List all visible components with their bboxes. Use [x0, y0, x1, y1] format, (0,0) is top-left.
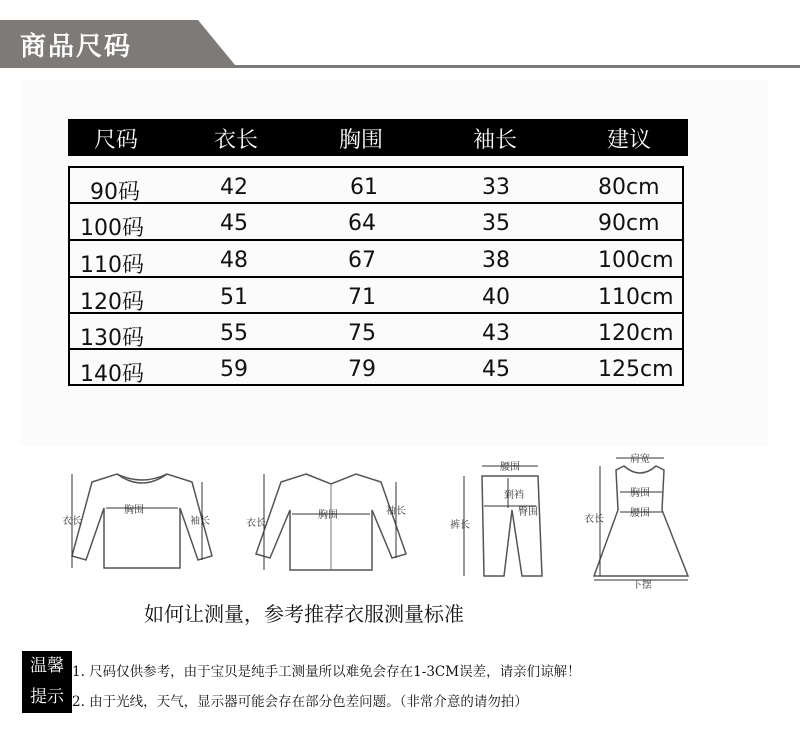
cell-suggest: 125cm	[598, 357, 674, 382]
banner-title: 商品尺码	[20, 32, 133, 62]
table-row	[68, 203, 684, 239]
table-row	[68, 167, 684, 203]
pants-waist-label: 腰围	[500, 462, 520, 473]
dress-length-label: 衣长	[584, 514, 604, 525]
cell-length: 59	[220, 357, 248, 382]
table-row	[68, 277, 684, 313]
table-row	[68, 240, 684, 276]
cell-sleeve: 45	[482, 357, 510, 382]
cell-length: 55	[220, 321, 248, 346]
cell-size: 100码	[80, 216, 144, 241]
tip-badge-line1: 温馨	[30, 656, 64, 676]
cell-chest: 64	[348, 211, 376, 236]
header-suggest: 建议	[606, 128, 652, 153]
dress-waist-label: 腰围	[630, 508, 650, 519]
cell-size: 140码	[80, 362, 144, 387]
measure-caption: 如何让测量，参考推荐衣服测量标准	[144, 602, 464, 626]
shirt-chest-label: 胸围	[318, 510, 338, 521]
pants-crotch-label: 到裆	[504, 490, 524, 501]
cell-size: 90码	[90, 180, 140, 205]
cell-suggest: 120cm	[598, 321, 674, 346]
cell-length: 51	[220, 285, 248, 310]
dress-shoulder-label: 肩宽	[630, 454, 650, 465]
cell-sleeve: 35	[482, 211, 510, 236]
cell-length: 42	[220, 175, 248, 200]
dress-hem-label: 下摆	[632, 580, 652, 590]
header-size: 尺码	[93, 128, 139, 153]
cell-suggest: 80cm	[598, 175, 660, 200]
tshirt-sleeve-label: 袖长	[190, 516, 210, 527]
header-sleeve: 袖长	[472, 128, 518, 153]
pants-diagram	[448, 458, 558, 582]
shirt-diagram	[246, 466, 416, 576]
cell-sleeve: 40	[482, 285, 510, 310]
pants-hip-label: 臀围	[518, 507, 538, 518]
cell-chest: 75	[348, 321, 376, 346]
pants-length-label: 裤长	[450, 520, 470, 531]
cell-chest: 71	[348, 285, 376, 310]
dress-diagram	[582, 450, 698, 590]
size-table-body	[68, 166, 684, 386]
cell-sleeve: 38	[482, 248, 510, 273]
tshirt-diagram	[62, 466, 222, 576]
cell-suggest: 100cm	[598, 248, 674, 273]
table-row	[68, 349, 684, 385]
section-banner	[0, 20, 235, 68]
tshirt-chest-label: 胸围	[124, 505, 144, 516]
banner-underline	[0, 65, 800, 68]
dress-chest-label: 胸围	[630, 488, 650, 499]
cell-size: 130码	[80, 326, 144, 351]
cell-length: 45	[220, 211, 248, 236]
size-table-header	[68, 119, 688, 156]
cell-length: 48	[220, 248, 248, 273]
cell-chest: 67	[348, 248, 376, 273]
cell-chest: 61	[350, 175, 378, 200]
cell-chest: 79	[348, 357, 376, 382]
tip-line-1: 1. 尺码仅供参考，由于宝贝是纯手工测量所以难免会存在1-3CM误差，请亲们谅解！	[72, 664, 581, 680]
cell-size: 120码	[80, 290, 144, 315]
header-chest: 胸围	[338, 128, 384, 153]
tshirt-length-label: 衣长	[62, 516, 82, 527]
tip-badge-line2: 提示	[30, 687, 64, 707]
shirt-length-label: 衣长	[246, 518, 266, 529]
cell-sleeve: 33	[482, 175, 510, 200]
cell-suggest: 90cm	[598, 211, 660, 236]
cell-size: 110码	[80, 253, 144, 278]
dress-outline	[594, 466, 688, 576]
shirt-sleeve-label: 袖长	[386, 506, 406, 517]
cell-sleeve: 43	[482, 321, 510, 346]
tip-badge	[22, 651, 72, 713]
cell-suggest: 110cm	[598, 285, 674, 310]
tip-line-2: 2. 由于光线，天气，显示器可能会存在部分色差问题。（非常介意的请勿拍）	[72, 694, 528, 710]
header-length: 衣长	[213, 128, 259, 153]
table-row	[68, 313, 684, 349]
